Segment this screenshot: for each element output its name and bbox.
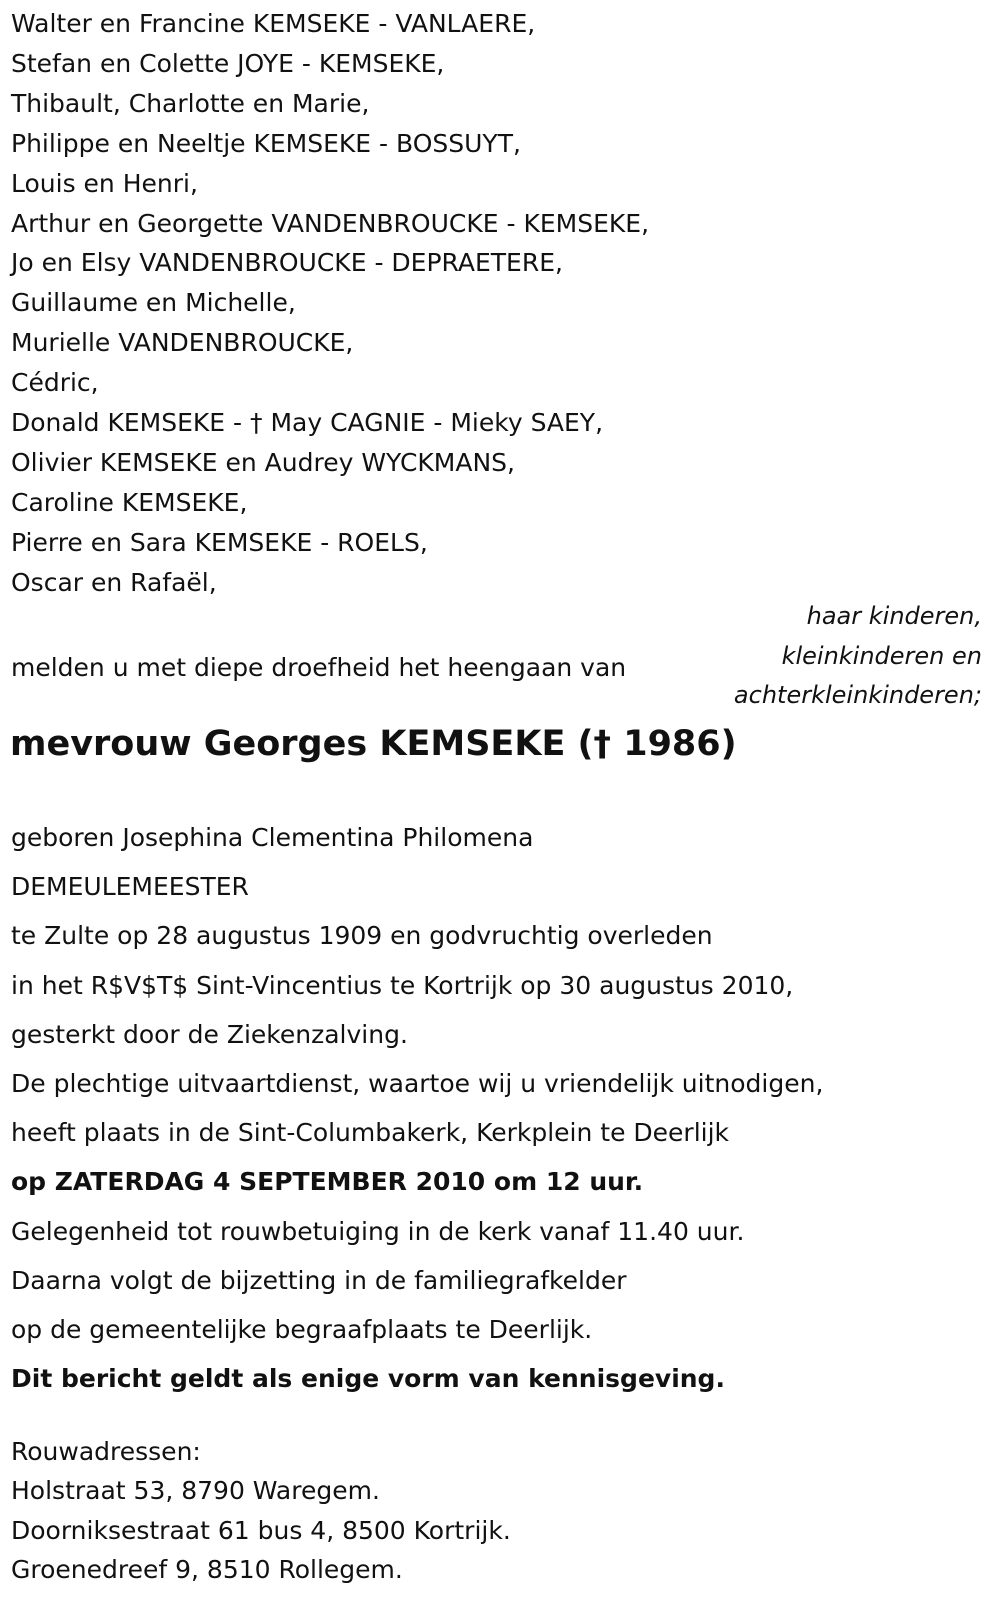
family-line: Philippe en Neeltje KEMSEKE - BOSSUYT,	[11, 128, 521, 158]
body-line: gesterkt door de Ziekenzalving.	[11, 1019, 408, 1049]
family-line: Oscar en Rafaël,	[11, 567, 217, 597]
family-line: Walter en Francine KEMSEKE - VANLAERE,	[11, 9, 536, 38]
condolence-addresses	[11, 1432, 511, 1590]
body-line: in het R$V$T$ Sint-Vincentius te Kortrijk op 30 augustus 2010,	[11, 970, 794, 1000]
relation-line: kleinkinderen en	[781, 641, 982, 670]
family-line: Pierre en Sara KEMSEKE - ROELS,	[11, 527, 428, 557]
family-line: Stefan en Colette JOYE - KEMSEKE,	[11, 48, 445, 78]
body-line: te Zulte op 28 augustus 1909 en godvruchtig overleden	[11, 921, 713, 951]
addresses-heading: Rouwadressen:	[11, 1437, 201, 1466]
family-line: Cédric,	[11, 368, 99, 398]
relation-line: haar kinderen,	[806, 602, 982, 630]
body-line: geboren Josephina Clementina Philomena	[11, 823, 534, 852]
address-line: Holstraat 53, 8790 Waregem.	[11, 1476, 380, 1506]
body-line: De plechtige uitvaartdienst, waartoe wij u vriendelijk uitnodigen,	[11, 1069, 824, 1099]
intro-text: melden u met diepe droefheid het heengaan van	[11, 653, 627, 682]
body-line: DEMEULEMEESTER	[11, 872, 249, 902]
deceased-title: mevrouw Georges KEMSEKE († 1986)	[10, 724, 737, 764]
notice-statement: Dit bericht geldt als enige vorm van kennisgeving.	[11, 1364, 725, 1394]
family-line: Arthur en Georgette VANDENBROUCKE - KEMSEKE,	[11, 208, 650, 238]
body-line: heeft plaats in de Sint-Columbakerk, Kerkplein te Deerlijk	[11, 1118, 730, 1148]
relation-line: achterkleinkinderen;	[733, 681, 982, 709]
notice-body	[11, 813, 823, 1403]
family-list	[11, 4, 649, 603]
family-line: Donald KEMSEKE - † May CAGNIE - Mieky SAEY,	[11, 408, 604, 438]
family-line: Guillaume en Michelle,	[11, 288, 296, 318]
body-line: op de gemeentelijke begraafplaats te Deerlijk.	[11, 1315, 593, 1345]
family-line: Louis en Henri,	[11, 168, 198, 198]
family-line: Jo en Elsy VANDENBROUCKE - DEPRAETERE,	[11, 248, 563, 278]
body-line: Daarna volgt de bijzetting in de familiegrafkelder	[11, 1265, 627, 1295]
family-line: Thibault, Charlotte en Marie,	[11, 88, 370, 118]
family-line: Caroline KEMSEKE,	[11, 487, 248, 517]
relation-note	[734, 597, 982, 716]
family-line: Olivier KEMSEKE en Audrey WYCKMANS,	[11, 447, 515, 477]
funeral-date-line: op ZATERDAG 4 SEPTEMBER 2010 om 12 uur.	[11, 1167, 644, 1197]
family-line: Murielle VANDENBROUCKE,	[11, 328, 354, 358]
address-line: Doorniksestraat 61 bus 4, 8500 Kortrijk.	[11, 1515, 511, 1545]
address-line: Groenedreef 9, 8510 Rollegem.	[11, 1555, 403, 1585]
body-line: Gelegenheid tot rouwbetuiging in de kerk vanaf 11.40 uur.	[11, 1216, 745, 1246]
